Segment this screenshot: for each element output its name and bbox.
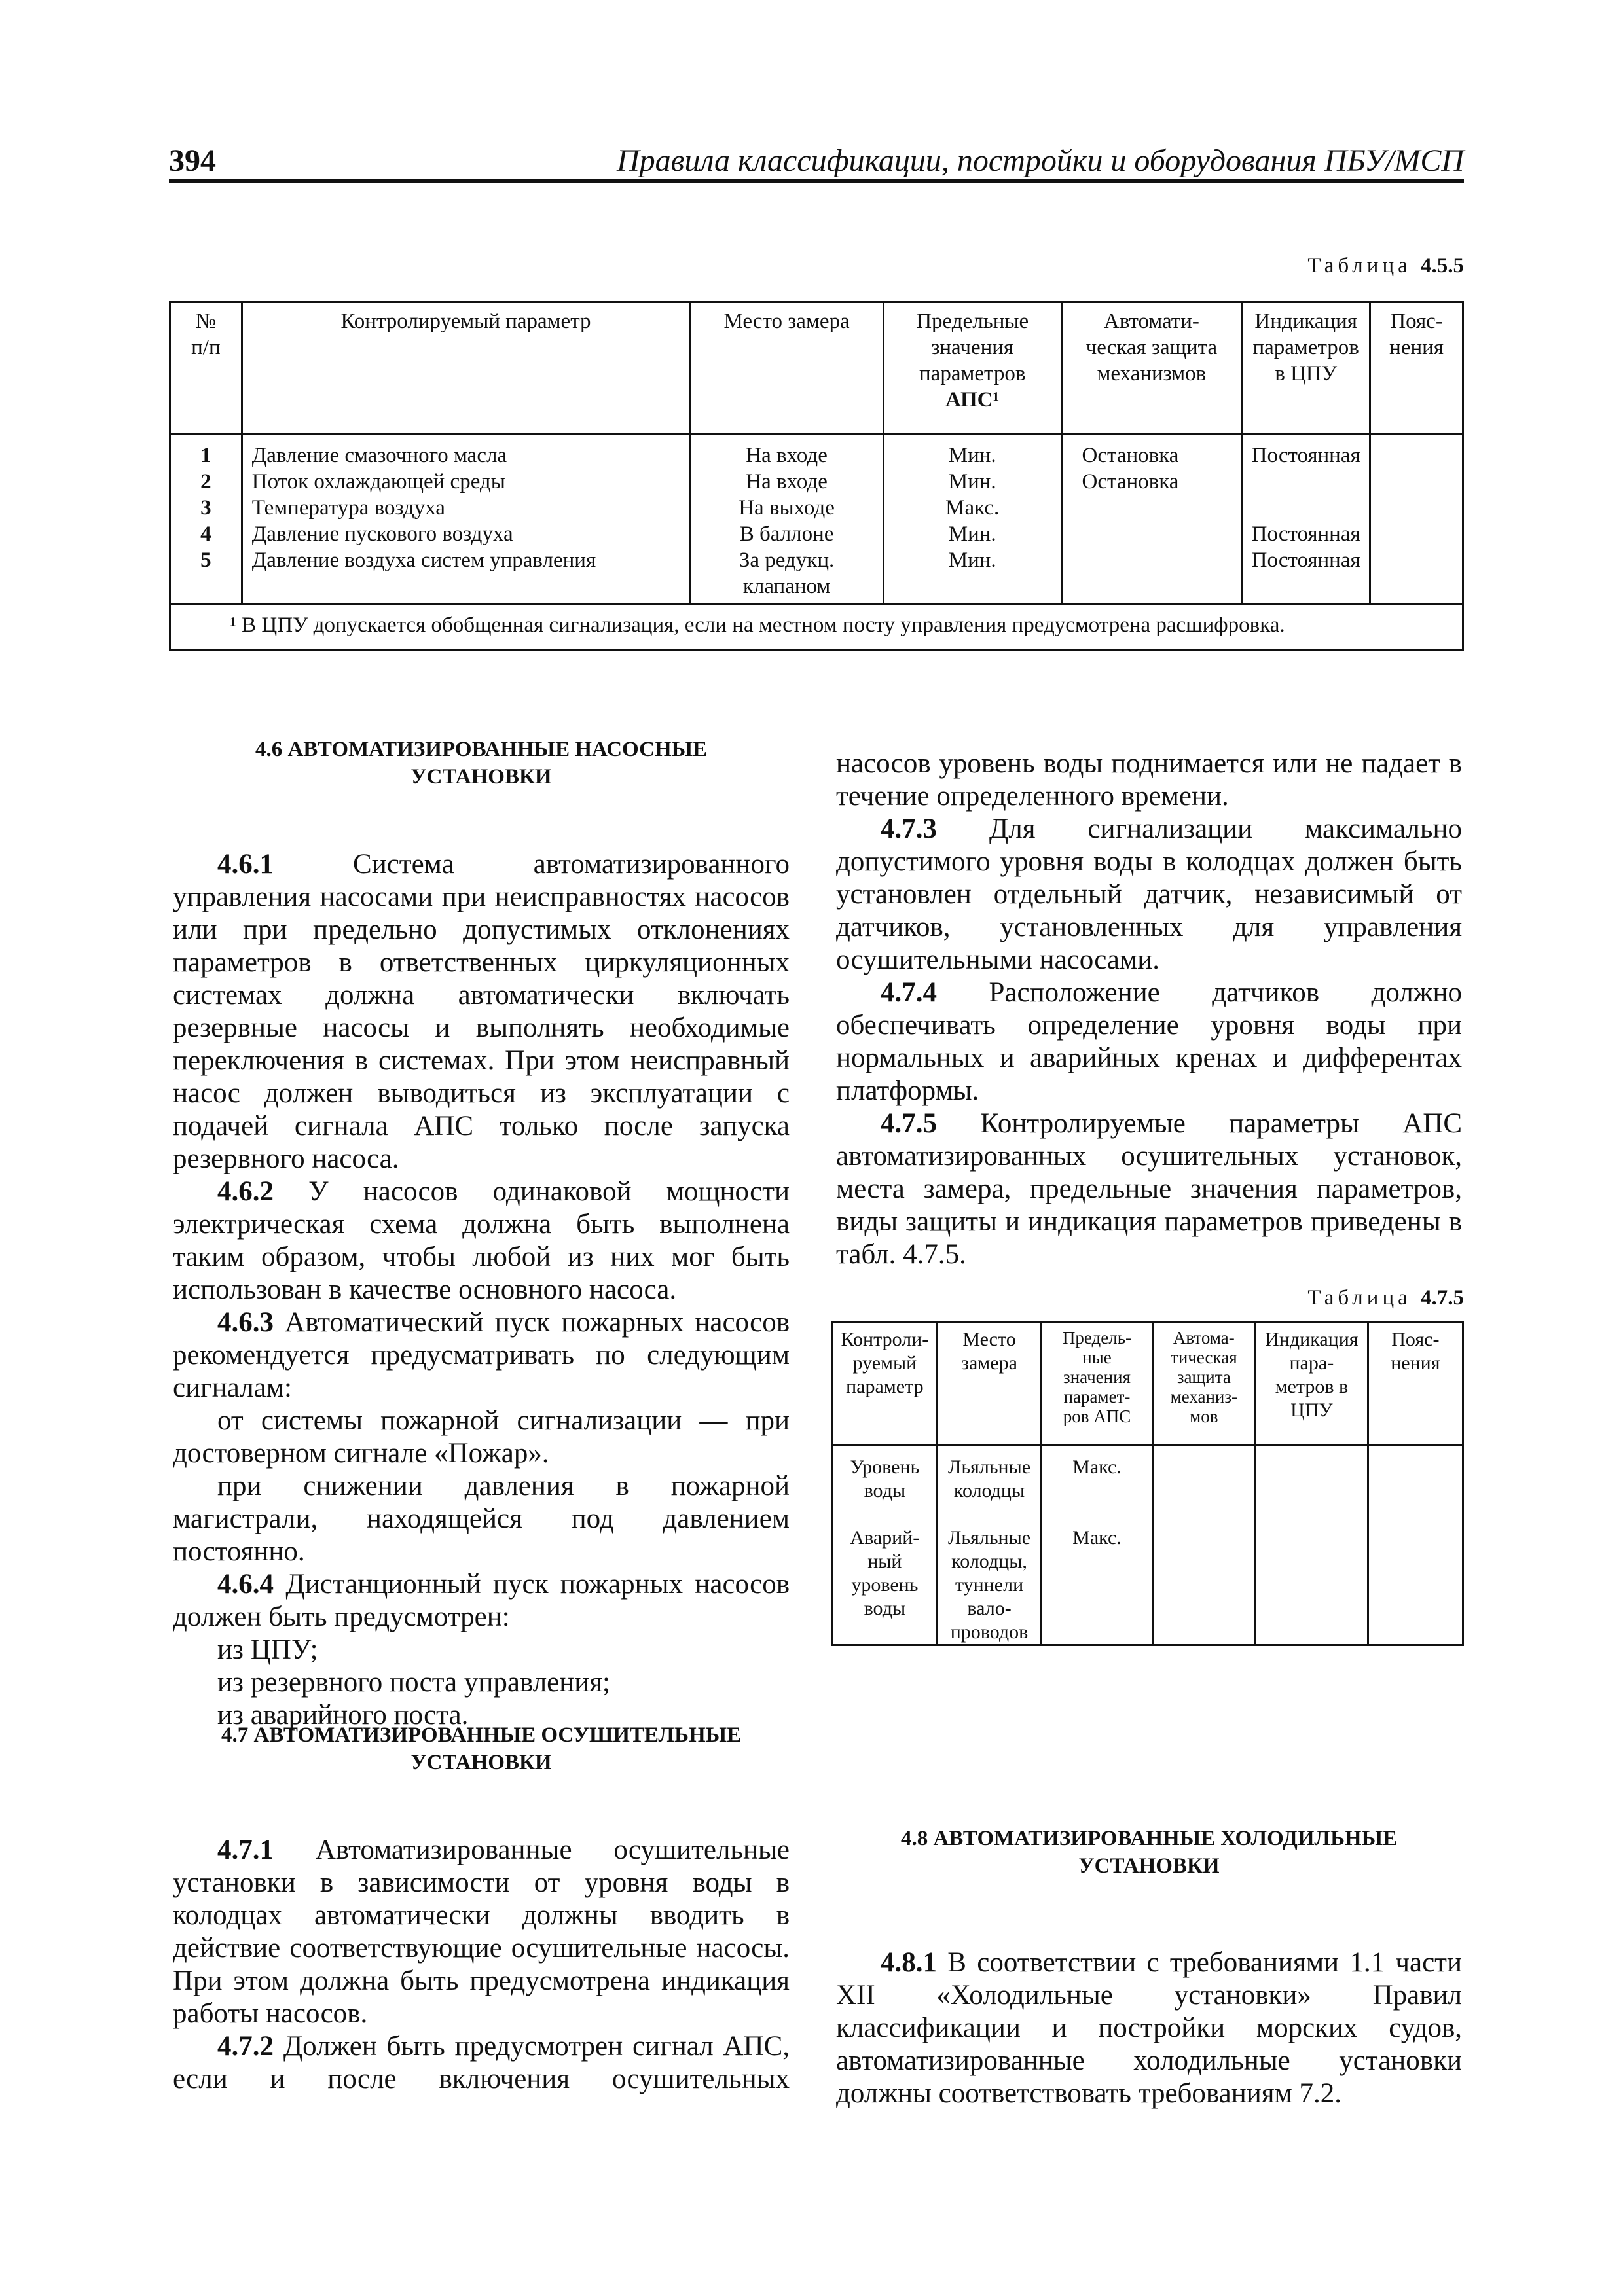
col-locations: На входе На входе На выходе В баллоне За редукц. клапаном [690, 434, 884, 605]
col-numbers: 1 2 3 4 5 [170, 434, 242, 605]
col-protection [1152, 1446, 1255, 1645]
th-notes: Пояс- нения [1370, 302, 1463, 434]
paragraph-4-7-2: 4.7.2 Должен быть предусмотрен сигнал АПС, если и после включения осушительных [173, 2031, 790, 2094]
table-header-row [833, 1322, 1463, 1446]
table-caption-4-5-5: Таблица 4.5.5 [1307, 254, 1464, 278]
th-notes: Пояс- нения [1368, 1322, 1463, 1446]
paragraph-4-6-1: 4.6.1 Система автоматизированного управления насосами при неисправностях насосов или при предельно допустимых отклонениях параметров в ответственных циркуляционных системах должна автоматически включать резервные насосы и выполнять необходимые переключения в системах. При этом неисправный насос должен выводиться из эксплуатации с подачей сигнала АПС только после запуска резервного насоса. [173, 849, 790, 1174]
th-parameter: Контролируемый параметр [242, 302, 690, 434]
paragraph-4-7-3: 4.7.3 Для сигнализации максимально допустимого уровня воды в колодцах должен быть установлен отдельный датчик, независимый от датчиков, установленных для управления осушительными насосами. [836, 814, 1462, 975]
table-4-7-5 [831, 1321, 1464, 1646]
col-limits: Мин. Мин. Макс. Мин. Мин. [883, 434, 1061, 605]
paragraph-4-6-3: 4.6.3 Автоматический пуск пожарных насосов рекомендуется предусматривать по следующим сигналам: [173, 1307, 790, 1403]
table-body-row [833, 1446, 1463, 1645]
th-indication: Индикация пара- метров в ЦПУ [1256, 1322, 1368, 1446]
page-number: 394 [169, 143, 216, 178]
paragraph-4-7-5: 4.7.5 Контролируемые параметры АПС автоматизированных осушительных установок, места замера, предельные значения параметров, виды защиты и индикация параметров приведены в табл. 4.7.5. [836, 1108, 1462, 1270]
paragraph-4-6-4: 4.6.4 Дистанционный пуск пожарных насосов должен быть предусмотрен: [173, 1569, 790, 1632]
paragraph-4-7-1: 4.7.1 Автоматизированные осушительные установки в зависимости от уровня воды в колодцах автоматически должны вводить в действие соответствующие осушительные насосы. При этом должна быть предусмотрена индикация работы насосов. [173, 1835, 790, 2029]
th-protection: Автома- тическая защита механиз- мов [1152, 1322, 1255, 1446]
list-item: из аварийного поста. [217, 1700, 469, 1731]
table-footnote-row [170, 605, 1463, 650]
paragraph-4-8-1: 4.8.1 В соответствии с требованиями 1.1 части XII «Холодильные установки» Правил классификации и постройки морских судов, автоматизированные холодильные установки должны соответствовать требованиям 7.2. [836, 1947, 1462, 2109]
paragraph-4-6-2: 4.6.2 У насосов одинаковой мощности электрическая схема должна быть выполнена таким образом, чтобы любой из них мог быть использован в качестве основного насоса. [173, 1176, 790, 1305]
right-column-section-4-8 [836, 1946, 1462, 2110]
col-parameters: Давление смазочного масла Поток охлаждающей среды Температура воздуха Давление пускового воздуха Давление воздуха систем управления [242, 434, 690, 605]
col-parameters: Уровень воды Аварий- ный уровень воды [833, 1446, 938, 1645]
col-limits: Макс. Макс. [1042, 1446, 1152, 1645]
list-item: из резервного поста управления; [217, 1667, 611, 1698]
col-notes [1370, 434, 1463, 605]
right-column-section-4-7 [836, 747, 1462, 1271]
table-footnote: ¹ В ЦПУ допускается обобщенная сигнализация, если на местном посту управления предусмотрена расшифровка. [170, 605, 1463, 650]
left-column-section-4-6 [173, 848, 790, 1732]
section-heading-4-8: 4.8 АВТОМАТИЗИРОВАННЫЕ ХОЛОДИЛЬНЫЕ УСТАНОВКИ [900, 1827, 1398, 1878]
paragraph-4-7-2-continued: насосов уровень воды поднимается или не падает в течение определенного времени. [836, 748, 1462, 812]
section-heading-4-6: 4.6 АВТОМАТИЗИРОВАННЫЕ НАСОСНЫЕ УСТАНОВКИ [255, 738, 708, 789]
col-locations: Льяльные колодцы Льяльные колодцы, туннели вало- проводов [937, 1446, 1042, 1645]
th-indication: Индикация параметров в ЦПУ [1242, 302, 1370, 434]
col-protection: Остановка Остановка [1061, 434, 1242, 605]
th-limits: Предельные значения параметров АПС¹ [883, 302, 1061, 434]
running-title: Правила классификации, постройки и оборудования ПБУ/МСП [617, 143, 1464, 178]
section-heading-4-7: 4.7 АВТОМАТИЗИРОВАННЫЕ ОСУШИТЕЛЬНЫЕ УСТАНОВКИ [221, 1723, 742, 1774]
table-4-5-5 [169, 301, 1464, 651]
header-rule [169, 179, 1464, 183]
col-indication [1256, 1446, 1368, 1645]
list-item: из ЦПУ; [217, 1634, 318, 1665]
th-location: Место замера [690, 302, 884, 434]
paragraph-4-6-3-a: от системы пожарной сигнализации — при достоверном сигнале «Пожар». [173, 1405, 790, 1469]
col-indication: Постоянная Постоянная Постоянная [1242, 434, 1370, 605]
table-header-row [170, 302, 1463, 434]
th-number: № п/п [170, 302, 242, 434]
table-caption-4-7-5: Таблица 4.7.5 [1307, 1286, 1464, 1310]
paragraph-4-6-3-b: при снижении давления в пожарной магистрали, находящейся под давлением постоянно. [173, 1471, 790, 1567]
col-notes [1368, 1446, 1463, 1645]
th-location: Место замера [937, 1322, 1042, 1446]
th-limits: Предель- ные значения парамет- ров АПС [1042, 1322, 1152, 1446]
paragraph-4-7-4: 4.7.4 Расположение датчиков должно обеспечивать определение уровня воды при нормальных и аварийных кренах и дифферентах платформы. [836, 977, 1462, 1106]
th-parameter: Контроли- руемый параметр [833, 1322, 938, 1446]
th-protection: Автомати- ческая защита механизмов [1061, 302, 1242, 434]
table-body-row [170, 434, 1463, 605]
left-column-section-4-7 [173, 1834, 790, 2096]
